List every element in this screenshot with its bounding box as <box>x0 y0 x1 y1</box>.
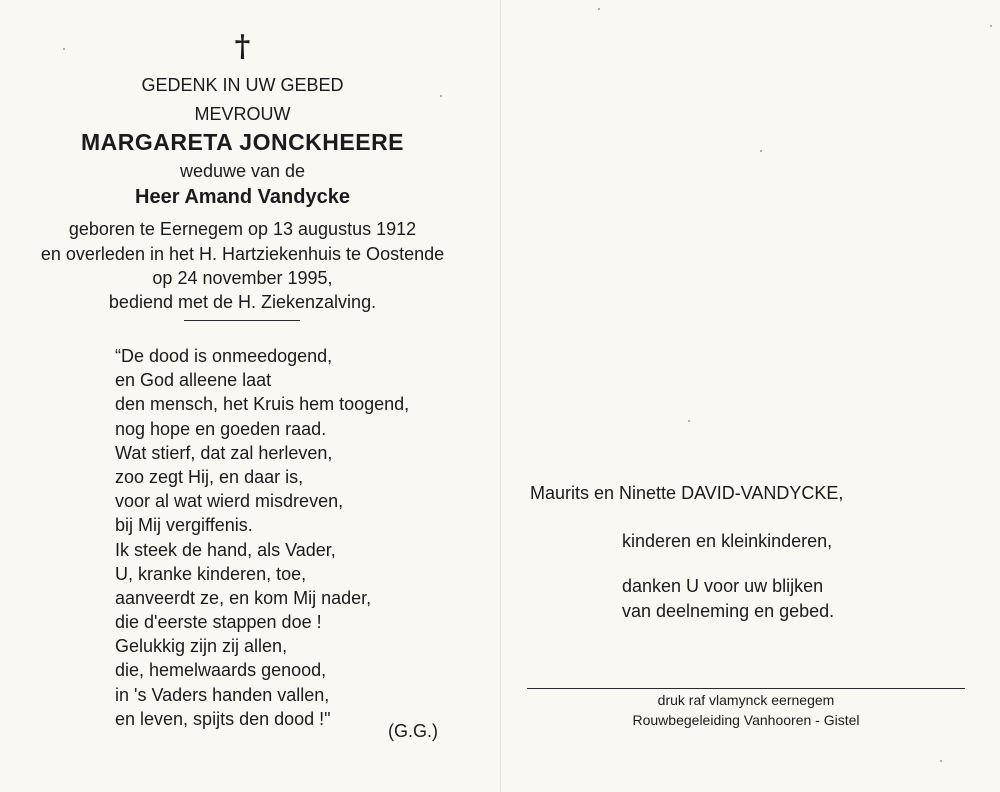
poem-author: (G.G.) <box>388 721 438 741</box>
poem-line: in 's Vaders handen vallen, <box>115 684 330 705</box>
poem-line: voor al wat wierd misdreven, <box>115 491 344 512</box>
bio-line: geboren te Eernegem op 13 augustus 1912 <box>68 219 417 239</box>
poem-line: Gelukkig zijn zij allen, <box>115 636 288 657</box>
poem-line: bij Mij vergiffenis. <box>115 515 253 536</box>
deceased-name: MARGARETA JONCKHEERE <box>80 129 405 155</box>
poem-line: die, hemelwaards genood, <box>115 660 327 681</box>
title-mevrouw: MEVROUW <box>194 104 291 124</box>
paper-speck <box>990 25 992 27</box>
husband-name: Heer Amand Vandycke <box>135 186 350 208</box>
poem-line: “De dood is onmeedogend, <box>115 346 333 366</box>
children-line: kinderen en kleinkinderen, <box>622 531 833 551</box>
footer-divider <box>527 688 965 689</box>
poem-line: en leven, spijts den dood !" <box>115 708 331 729</box>
poem-line: Wat stierf, dat zal herleven, <box>115 442 333 463</box>
poem <box>115 344 409 731</box>
funeral-service-credit: Rouwbegeleiding Vanhooren - Gistel <box>632 712 860 728</box>
left-panel <box>0 0 485 792</box>
divider <box>184 320 300 321</box>
thanks-line: van deelneming en gebed. <box>622 601 835 621</box>
poem-line: den mensch, het Kruis hem toogend, <box>115 394 410 415</box>
widow-of-text: weduwe van de <box>179 161 306 181</box>
thanks-line: danken U voor uw blijken <box>622 576 824 596</box>
poem-line: en God alleene laat <box>115 370 272 391</box>
paper-speck <box>688 420 690 422</box>
bio-line: op 24 november 1995, <box>152 268 333 288</box>
printer-credit: druk raf vlamynck eernegem <box>657 692 835 708</box>
paper-speck <box>440 95 442 97</box>
poem-line: zoo zegt Hij, en daar is, <box>115 466 304 487</box>
poem-line: nog hope en goeden raad. <box>115 418 327 439</box>
card-fold-line <box>500 0 501 792</box>
paper-speck <box>760 150 762 152</box>
paper-speck <box>598 8 600 10</box>
poem-line: U, kranke kinderen, toe, <box>115 563 307 584</box>
poem-line: aanveerdt ze, en kom Mij nader, <box>115 587 372 608</box>
family-names: Maurits en Ninette DAVID-VANDYCKE, <box>530 483 844 503</box>
poem-line: die d'eerste stappen doe ! <box>115 612 322 633</box>
bio-line: en overleden in het H. Hartziekenhuis te Oostende <box>40 244 445 264</box>
remember-heading: GEDENK IN UW GEBED <box>141 75 344 95</box>
poem-line: Ik steek de hand, als Vader, <box>115 539 336 560</box>
paper-speck <box>940 760 942 762</box>
cross-icon: † <box>234 29 251 64</box>
paper-speck <box>63 48 65 50</box>
bio-line: bediend met de H. Ziekenzalving. <box>108 292 377 312</box>
